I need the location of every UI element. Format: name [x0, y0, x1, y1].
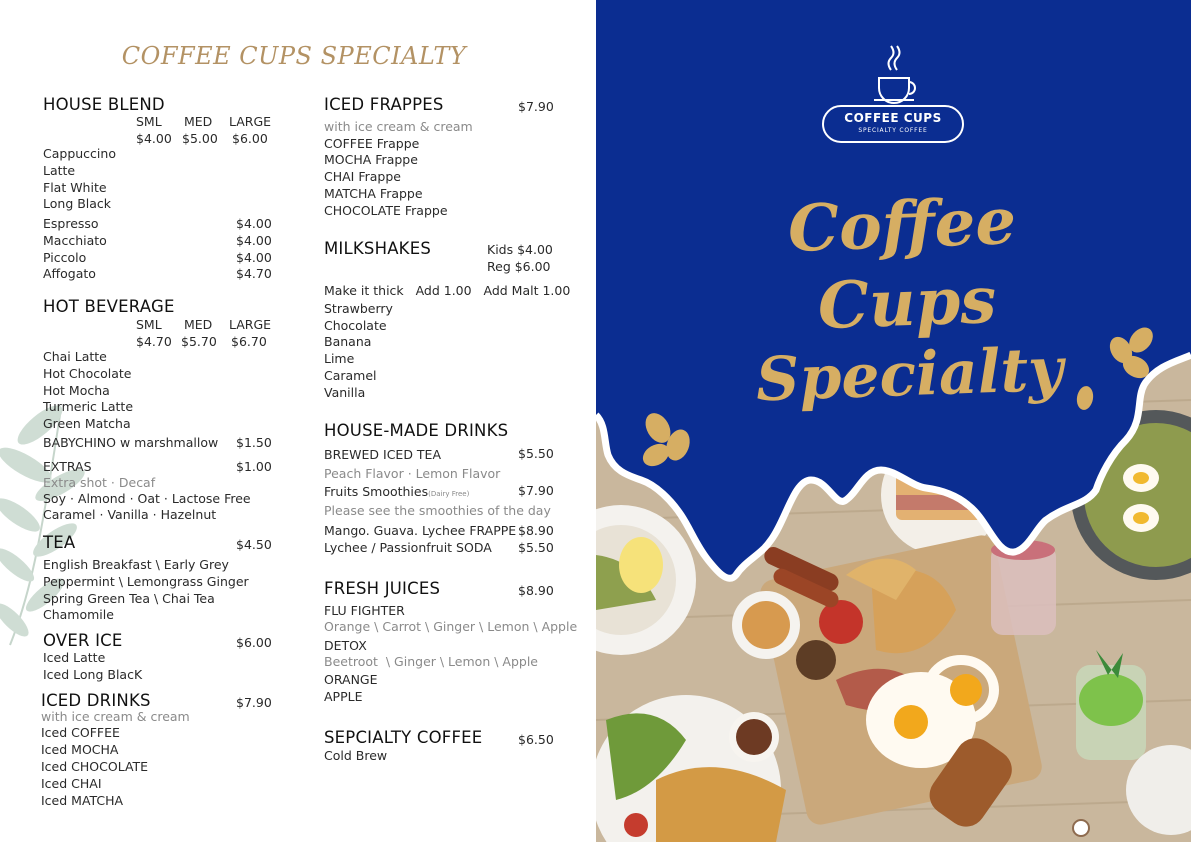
section-title-over-ice: OVER ICE	[43, 631, 123, 650]
cover-headline-line2: Cups	[816, 262, 998, 345]
section-title-specialty-coffee: SEPCIALTY COFFEE	[324, 728, 483, 747]
section-note: with ice cream & cream	[41, 709, 190, 724]
menu-item: Iced CHOCOLATE	[41, 759, 149, 774]
item-price: $8.90	[518, 523, 554, 538]
menu-item: Long Black	[43, 196, 112, 211]
section-price: $8.90	[518, 583, 554, 598]
menu-item: Chai Latte	[43, 349, 107, 364]
size-price: $5.00	[182, 131, 218, 146]
menu-item: MATCHA Frappe	[324, 186, 423, 201]
menu-item: Hot Mocha	[43, 383, 110, 398]
menu-item: CHAI Frappe	[324, 169, 401, 184]
menu-item: Iced MATCHA	[41, 793, 124, 808]
menu-item: BREWED ICED TEA	[324, 447, 442, 462]
menu-item: Chocolate	[324, 318, 387, 333]
flavor-options: Peach Flavor · Lemon Flavor	[324, 466, 501, 481]
section-price: $6.00	[236, 635, 272, 650]
menu-item: Cappuccino	[43, 146, 116, 161]
section-title-iced-drinks: ICED DRINKS	[41, 691, 151, 710]
item-price: $4.00	[236, 216, 272, 231]
size-price: $6.00	[232, 131, 268, 146]
size-label: SML	[136, 114, 162, 129]
menu-item: Mango. Guava. Lychee FRAPPE	[324, 523, 517, 538]
menu-item: CHOCOLATE Frappe	[324, 203, 448, 218]
ingredients: Beetroot \ Ginger \ Lemon \ Apple	[324, 654, 538, 669]
size-label: LARGE	[229, 317, 272, 332]
menu-item: Lime	[324, 351, 355, 366]
menu-item: Piccolo	[43, 250, 87, 265]
item-price: $1.00	[236, 459, 272, 474]
menu-item: Vanilla	[324, 385, 366, 400]
menu-item: Macchiato	[43, 233, 107, 248]
logo-tagline: SPECIALTY COFFEE	[858, 127, 928, 134]
section-title-house-blend: HOUSE BLEND	[43, 95, 165, 114]
cover-headline-line3: Specialty	[754, 334, 1065, 416]
menu-item: Chamomile	[43, 607, 114, 622]
size-price: $6.70	[231, 334, 267, 349]
menu-item: Lychee / Passionfruit SODA	[324, 540, 492, 555]
menu-item: Peppermint \ Lemongrass Ginger	[43, 574, 249, 589]
extras-option: Caramel · Vanilla · Hazelnut	[43, 507, 217, 522]
extras-option: Soy · Almond · Oat · Lactose Free	[43, 491, 251, 506]
menu-item: Caramel	[324, 368, 377, 383]
section-price: $7.90	[236, 695, 272, 710]
menu-item: APPLE	[324, 689, 363, 704]
section-title-hot-beverage: HOT BEVERAGE	[43, 297, 175, 316]
menu-item: Iced COFFEE	[41, 725, 120, 740]
menu-item: EXTRAS	[43, 459, 92, 474]
menu-item: BABYCHINO w marshmallow	[43, 435, 219, 450]
size-price: $4.00	[136, 131, 172, 146]
menu-item: Iced Long BlacK	[43, 667, 143, 682]
size-label: MED	[184, 317, 213, 332]
menu-item: Affogato	[43, 266, 96, 281]
menu-item: English Breakfast \ Early Grey	[43, 557, 229, 572]
kids-price: Kids $4.00	[487, 242, 553, 257]
section-price: $7.90	[518, 99, 554, 114]
menu-item: Espresso	[43, 216, 99, 231]
menu-item: ORANGE	[324, 672, 378, 687]
item-price: $5.50	[518, 446, 554, 461]
menu-item: Turmeric Latte	[43, 399, 134, 414]
extras-option: Extra shot · Decaf	[43, 475, 156, 490]
size-label: SML	[136, 317, 162, 332]
cover-page	[596, 0, 1191, 842]
item-price: $7.90	[518, 483, 554, 498]
item-price: $1.50	[236, 435, 272, 450]
size-label: LARGE	[229, 114, 272, 129]
logo-wordmark: COFFEE CUPS	[844, 111, 942, 125]
dairy-free-tag: (Dairy Free)	[428, 490, 470, 498]
size-price: $4.70	[136, 334, 172, 349]
menu-item: Banana	[324, 334, 372, 349]
smoothies-note: Please see the smoothies of the day	[324, 503, 551, 518]
menu-item: FLU FIGHTER	[324, 603, 405, 618]
menu-item: Iced Latte	[43, 650, 106, 665]
reg-price: Reg $6.00	[487, 259, 551, 274]
menu-item: DETOX	[324, 638, 367, 653]
section-title-milkshakes: MILKSHAKES	[324, 239, 432, 258]
ingredients: Orange \ Carrot \ Ginger \ Lemon \ Apple	[324, 619, 578, 634]
menu-item: Cold Brew	[324, 748, 388, 763]
section-title-fresh-juices: FRESH JUICES	[324, 579, 441, 598]
size-price: $5.70	[181, 334, 217, 349]
item-price: $4.70	[236, 266, 272, 281]
section-price: $6.50	[518, 732, 554, 747]
item-price: $5.50	[518, 540, 554, 555]
menu-item: COFFEE Frappe	[324, 136, 420, 151]
section-note: with ice cream & cream	[324, 119, 473, 134]
menu-item: MOCHA Frappe	[324, 152, 418, 167]
section-title-house-made: HOUSE-MADE DRINKS	[324, 421, 509, 440]
menu-item: Hot Chocolate	[43, 366, 132, 381]
section-title-iced-frappes: ICED FRAPPES	[324, 95, 444, 114]
item-price: $4.00	[236, 233, 272, 248]
milkshake-addons: Make it thick Add 1.00 Add Malt 1.00	[324, 283, 571, 298]
cover-headline-line1: Coffee	[786, 184, 1018, 267]
section-title-tea: TEA	[43, 533, 76, 552]
smoothies-name: Fruits Smoothies	[324, 484, 429, 499]
size-label: MED	[184, 114, 213, 129]
menu-item: Iced MOCHA	[41, 742, 119, 757]
menu-item: Strawberry	[324, 301, 393, 316]
section-price: $4.50	[236, 537, 272, 552]
menu-item: Latte	[43, 163, 76, 178]
menu-title: COFFEE CUPS SPECIALTY	[121, 42, 467, 70]
menu-item: Spring Green Tea \ Chai Tea	[43, 591, 215, 606]
menu-item: Flat White	[43, 180, 107, 195]
menu-item	[324, 484, 469, 499]
menu-item: Green Matcha	[43, 416, 131, 431]
menu-item: Iced CHAI	[41, 776, 102, 791]
item-price: $4.00	[236, 250, 272, 265]
food-plate-bottom	[596, 695, 786, 842]
